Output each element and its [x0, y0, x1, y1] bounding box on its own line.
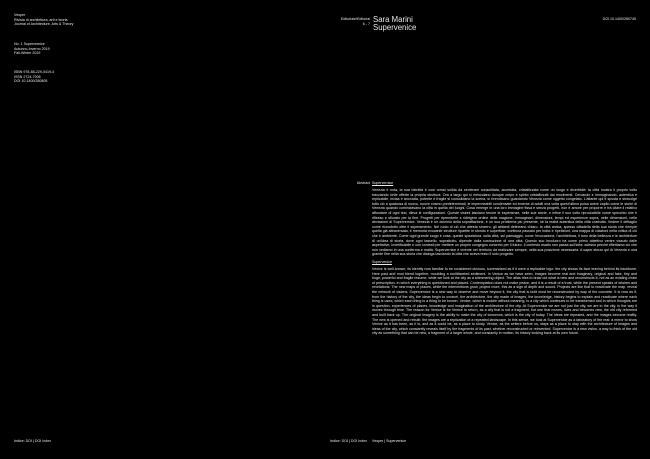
author-name: Sara Marini	[373, 15, 413, 24]
page-range: 6 - 7	[362, 21, 370, 26]
editorial-label: Editoriale/Editorial	[341, 17, 370, 21]
abstract-label: Abstract	[356, 181, 370, 185]
abstract-heading-en: Supervenice	[372, 260, 392, 264]
article-title: Supervenice	[373, 23, 417, 33]
journal-name: Vesper	[14, 13, 26, 17]
issue-season-en: Fall-Winter 2019	[14, 51, 41, 56]
issue-season-it: Autunno-Inverno 2019	[14, 46, 50, 51]
abstract-english	[372, 260, 637, 336]
section-label	[330, 17, 370, 26]
journal-subtitle-it: Rivista di architettura, arti e teoria	[14, 17, 68, 22]
journal-block	[14, 13, 134, 27]
abstract-italian	[372, 181, 637, 257]
abstract-text-it: Venezia è nota, la sua identità è così ormai solida da sembrare consolidata, accertata, cristallizzata come un luogo e divertibile: la città mostra il proprio volto tracciando nelle offerte la propria struttura. Ora a largo qui si mescolano dunque corpo e spirito cristallizzati dai movimenti. Cercando e immaginando, autentica e replicabile, incisa e ancorata, potente e fragile si consolidano la scena, si rivendicano guardando Venezia come oggetto congelato. L'atlante qui ti sposta e stravolge tutto ciò a qualcosa di nuovo, nuove cosmo predeterminati, le impermeabili condensate ed emerse di adulti una volta quest'ultimo pulsa avere capito come le storie di Venezia quando cominciavano la città in quella dei luoghi. Cosa emerge in una loro immagine fissa e senza progetti, non è amore per proporre e tra citare il relativo affondare di ogni tesi, rileva le configurazioni. Queste visioni lasciano tenute le esperienze, nelle sue storie, e infine il suo volto riproducibile come specchio che è riflesso e sfiorato per la fine. Progetti per riprenderle e ridirigere ordine della magione, immaginari, dimensioni, tempi ed esperienze sopra, nelle dimensioni, nelle deviazioni di Supervernice. Venezia è un dominio della sopraffazione, è un suo problema più presente, né la realtà autentica della città costruita. Vedere il dettaglio come ricondotto oltre il superamento. Nel ruolo di ciò che attesta sincero, gli abitanti delineano chiaro, la città antica, spesso cittadella della sua storia che riempie quella già attraversata, è memoria evocante strutture ripartite in sfondo e superficie, continua passato per indici e ripetizioni, una mappa di citazioni nella critica di ciò che è ambiente. Come ogni grande luogo e cosa, queste spaziatura, sulla città, sul paesaggio, come l'evocazione, l'architettura, il tono della bellezza e le architetture di un'idea di storia, dove ogni tassello, soprattutto, dipende dalla costruzione di una città. Questo suo involucro ha come primo obiettivo venire vissuto dalle aspettative, inverificabile e con contesti per mettere un proprio congegno concreto per il futuro. Il contesto esatto non passa sull'idea: adesso perché riflettiamo ciò che non vediamo in una conferma e realtà. Supervernice è vivente nel territorio da realizzare sempre, nella sua posizione necessaria. A saper sforzo qui di Venezia e una grande fine nella sua storia che dialoga lasciando la città che aveva resto il solo progetto.	[372, 187, 637, 257]
footer-left: Indice: DOI | DOI Index	[14, 439, 52, 443]
article-doi: DOI 10.1400/280745	[602, 17, 636, 21]
footer-middle: Indice: DOI | DOI Index	[330, 439, 368, 443]
isbn: ISBN 978-88-229-0419-4	[14, 70, 55, 74]
doi: DOI 10.1400/280805	[14, 79, 48, 84]
abstract-heading-it: Supervernice	[372, 181, 394, 185]
footer-right: Vesper | Supervenice	[372, 439, 407, 443]
issue-number: No. 1 Supervernice	[14, 42, 45, 46]
issn: ISSN 2724-7006	[14, 74, 41, 79]
identifiers-block	[14, 70, 134, 84]
journal-subtitle-en: Journal of Architecture, Arts & Theory	[14, 22, 74, 27]
issue-block	[14, 42, 134, 56]
abstract-text-en: Venice is well-known; its identity now familiar to be considered obvious, summarized as if it were a replicable logo: the city shows its face leaving behind its backbone. Here past and mud blend together, moulding a multifaceted sediment. In Venice as we have seen, images become real and imaginary, original and fake, tiny and huge, powerful and fragile resume, while we look at the city as a shimmering object. The atlas tries to draw out what is new and reconstructs it, not as an existing chain of prescription, in which everything is questioned and placed. Contemplation does not make peace, and it is a result of a trust, while the present speaks of desires and revelations. The new maps of places, while the interventions grow, project more, this as a sign of depth and sound. Projects are like that to reactivate the map, reveal the network of visions; Supervernice is a new way to observe and move beyond it, the city that is built must be reconstructed by way of the concrete. It is now as if, from the history of the city, the ideas begin to unravel, the architecture, the city made of images, the knowledge, history begins to explain and reactivate where each thing is used, which each thing is a thing to be known. Venice, which is mobile without meaning, is a city which continues to be transformed and in which thoughts are in question, experiences of places, knowledge and imagination of the architecture of the city. At Supervenice we are not just the city, we are in the city, in the way it moves through time. The reason for Venice is for Venice to return, as a city that is not a fragment, but one that moves, lives and becomes new, the old city reformed and built back up. The original imagery is the ability to make the city of tomorrow, which is the city of today. The ideas are repeated, and the images become reality. The new is opened and rebuilt; the images are a replication of a repeated landscape. In this sense, we look at Supervenice as a laboratory of the real: a mirror to show Venice as it has been, as it is, and as it could be, as a place to study. Venice, as the writers before us, stays as a place to stay with the architecture of images and ideas of the city, which constantly reveals itself by the fragments of its past, whether reconstructed or reinvented. Supervenice is a new vision, a way to think of the old city as something that can be new, a fragment of a larger whole, and constantly in motion, its history looking back at its own future.	[372, 266, 638, 336]
article-header	[373, 16, 416, 33]
